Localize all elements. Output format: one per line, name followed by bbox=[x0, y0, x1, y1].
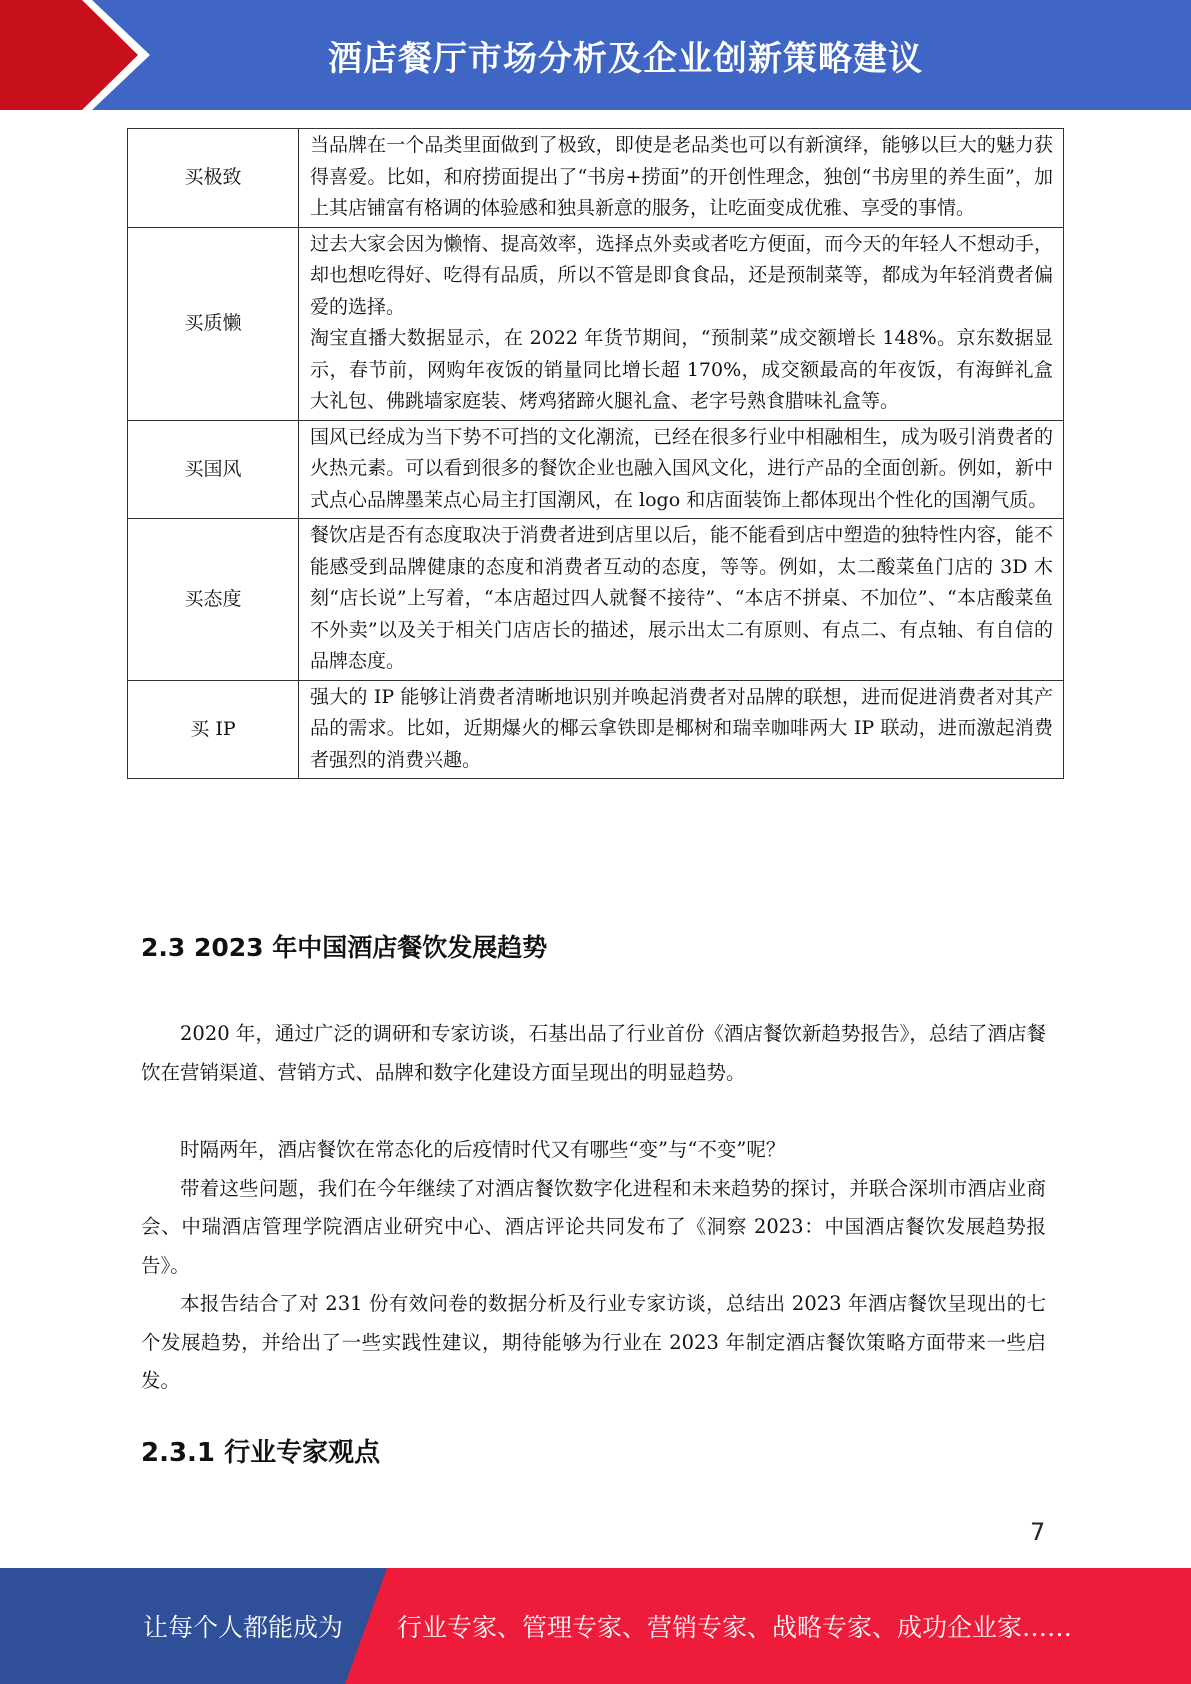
table-row bbox=[128, 680, 1064, 779]
row-paragraph: 餐饮店是否有态度取决于消费者进到店里以后，能不能看到店中塑造的独特性内容，能不能感受到品牌健康的态度和消费者互动的态度，等等。例如，太二酸菜鱼门店的 3D 木刻“店长说”上写着，“本店超过四人就餐不接待”、“本店不拼桌、不加位”、“本店酸菜鱼不外卖”以及关于相关门店店长的描述，展示出太二有原则、有点二、有点轴、有自信的品牌态度。 bbox=[310, 524, 1053, 672]
page-number: 7 bbox=[1030, 1518, 1046, 1546]
row-paragraph: 当品牌在一个品类里面做到了极致，即使是老品类也可以有新演绎，能够以巨大的魅力获得喜爱。比如，和府捞面提出了“书房+捞面”的开创性理念，独创“书房里的养生面”，加上其店铺富有格调的体验感和独具新意的服务，让吃面变成优雅、享受的事情。 bbox=[310, 134, 1053, 219]
table-row bbox=[128, 519, 1064, 681]
row-label: 买国风 bbox=[128, 420, 299, 519]
table-row bbox=[128, 129, 1064, 228]
table-row bbox=[128, 420, 1064, 519]
row-label: 买态度 bbox=[128, 519, 299, 681]
row-label: 买 IP bbox=[128, 680, 299, 779]
footer-slogan-right: 行业专家、管理专家、营销专家、战略专家、成功企业家…… bbox=[397, 1613, 1073, 1642]
row-label: 买质懒 bbox=[128, 227, 299, 420]
row-description bbox=[299, 129, 1064, 228]
section-heading: 2.3 2023 年中国酒店餐饮发展趋势 bbox=[141, 933, 548, 962]
body-paragraph: 带着这些问题，我们在今年继续了对酒店餐饮数字化进程和未来趋势的探讨，并联合深圳市酒店业商会、中瑞酒店管理学院酒店业研究中心、酒店评论共同发布了《洞察 2023：中国酒店餐饮发展趋势报告》。 bbox=[141, 1176, 1046, 1277]
row-description bbox=[299, 420, 1064, 519]
row-paragraph: 过去大家会因为懒惰、提高效率，选择点外卖或者吃方便面，而今天的年轻人不想动手，却也想吃得好、吃得有品质，所以不管是即食食品，还是预制菜等，都成为年轻消费者偏爱的选择。 bbox=[310, 232, 1053, 318]
table-row bbox=[128, 227, 1064, 420]
row-description bbox=[299, 519, 1064, 681]
header-title: 酒店餐厅市场分析及企业创新策略建议 bbox=[328, 38, 923, 79]
row-description bbox=[299, 227, 1064, 420]
page-header bbox=[0, 0, 1191, 110]
subsection-heading: 2.3.1 行业专家观点 bbox=[141, 1438, 381, 1468]
trend-table bbox=[127, 128, 1064, 779]
row-description bbox=[299, 680, 1064, 779]
row-paragraph: 淘宝直播大数据显示，在 2022 年货节期间，“预制菜”成交额增长 148%。京东数据显示，春节前，网购年夜饭的销量同比增长超 170%，成交额最高的年夜饭，有海鲜礼盒大礼包、佛跳墙家庭装、烤鸡猪蹄火腿礼盒、老字号熟食腊味礼盒等。 bbox=[310, 327, 1053, 412]
row-label: 买极致 bbox=[128, 129, 299, 228]
footer-slogan-left: 让每个人都能成为 bbox=[143, 1613, 344, 1642]
body-paragraph-group bbox=[141, 1131, 1046, 1401]
row-paragraph: 强大的 IP 能够让消费者清晰地识别并唤起消费者对品牌的联想，进而促进消费者对其产品的需求。比如，近期爆火的椰云拿铁即是椰树和瑞幸咖啡两大 IP 联动，进而激起消费者强烈的消费兴趣。 bbox=[310, 685, 1053, 771]
body-paragraph: 2020 年，通过广泛的调研和专家访谈，石基出品了行业首份《酒店餐饮新趋势报告》，总结了酒店餐饮在营销渠道、营销方式、品牌和数字化建设方面呈现出的明显趋势。 bbox=[141, 1022, 1046, 1084]
page-footer bbox=[0, 1568, 1191, 1684]
body-paragraph: 本报告结合了对 231 份有效问卷的数据分析及行业专家访谈，总结出 2023 年酒店餐饮呈现出的七个发展趋势，并给出了一些实践性建议，期待能够为行业在 2023 年制定酒店餐饮策略方面带来一些启发。 bbox=[141, 1292, 1046, 1392]
body-paragraph: 时隔两年，酒店餐饮在常态化的后疫情时代又有哪些“变”与“不变”呢？ bbox=[180, 1138, 786, 1161]
row-paragraph: 国风已经成为当下势不可挡的文化潮流，已经在很多行业中相融相生，成为吸引消费者的火热元素。可以看到很多的餐饮企业也融入国风文化，进行产品的全面创新。例如，新中式点心品牌墨茉点心局主打国潮风，在 logo 和店面装饰上都体现出个性化的国潮气质。 bbox=[310, 425, 1053, 511]
body-paragraph-1-block bbox=[141, 1015, 1046, 1092]
